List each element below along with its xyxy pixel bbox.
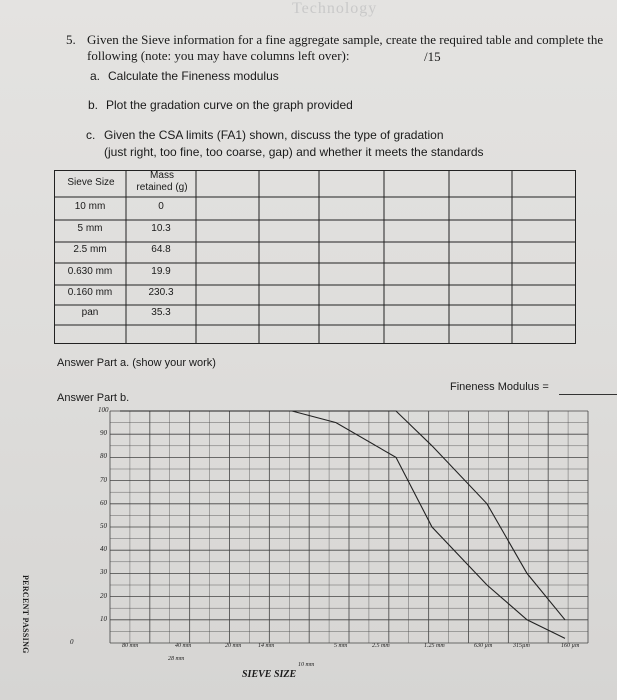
sieve-size-label: 20 mm [225,643,242,649]
cell-sieve: 0.630 mm [67,266,113,277]
csa-limit-curve [120,411,565,638]
cell-sieve: 0.160 mm [67,287,113,298]
sieve-size-label: 1.25 mm [424,643,445,649]
cell-sieve: 5 mm [77,223,103,234]
cell-sieve: 10 mm [74,201,106,212]
cell-sieve: 2.5 mm [73,244,107,255]
y-tick-label: 40 [100,545,107,554]
sieve-size-label: 10 mm [298,662,315,668]
y-tick-label: 60 [100,498,107,507]
cell-mass: 0 [158,201,164,212]
header-sieve-size: Sieve Size [67,177,115,188]
sieve-size-label: 5 mm [334,643,348,649]
part-a-label: a. [90,69,101,83]
part-c-text: Given the CSA limits (FA1) shown, discuss the type of gradation [104,128,444,142]
cell-mass: 19.9 [151,266,171,277]
part-c-label: c. [86,128,96,142]
header-mass-line1: Mass [150,170,174,181]
cell-mass: 10.3 [151,223,171,234]
answer-part-b-label: Answer Part b. [57,392,130,404]
x-axis-title: SIEVE SIZE [242,669,297,680]
cell-mass: 64.8 [151,244,171,255]
sieve-size-label: 14 mm [258,643,275,649]
y-tick-label: 80 [100,452,107,461]
cell-sieve: pan [81,307,99,318]
sieve-size-label: 315µm [513,643,530,649]
y-axis-label: PERCENT PASSING [21,575,30,654]
y-tick-label: 30 [100,568,107,577]
cell-mass: 35.3 [151,307,171,318]
sieve-size-label: 630 µm [474,643,493,649]
answer-part-a-label: Answer Part a. (show your work) [57,357,216,369]
sieve-size-label: 40 mm [175,643,192,649]
y-tick-label: 50 [100,522,107,530]
watermark: Technology [292,0,378,17]
question-text-line2: following (note: you may have columns left over): [87,48,350,63]
sieve-size-label: 28 mm [168,656,185,662]
y-tick-label: 90 [100,429,107,438]
cell-mass: 230.3 [148,287,174,298]
question-marks: /15 [424,49,441,64]
y-tick-label: 10 [100,614,107,623]
question-number: 5. [66,32,76,47]
part-c-text2: (just right, too fine, too coarse, gap) and whether it meets the standards [104,145,484,159]
y-tick-label: 20 [100,591,107,600]
part-b-text: Plot the gradation curve on the graph provided [106,98,353,112]
y-tick-label: 100 [98,406,109,414]
y-tick-label: 70 [100,475,107,484]
part-a-text: Calculate the Fineness modulus [108,69,279,83]
question-text-line1: Given the Sieve information for a fine aggregate sample, create the required table and complete the [87,32,604,47]
part-b-label: b. [88,98,99,112]
fineness-modulus-label: Fineness Modulus = [450,381,549,393]
header-mass-line2: retained (g) [136,182,188,193]
sieve-size-label: 160 µm [561,643,580,649]
y-tick-label: 0 [70,638,74,646]
sieve-size-label: 2.5 mm [372,643,390,649]
sieve-size-label: 80 mm [122,643,139,649]
